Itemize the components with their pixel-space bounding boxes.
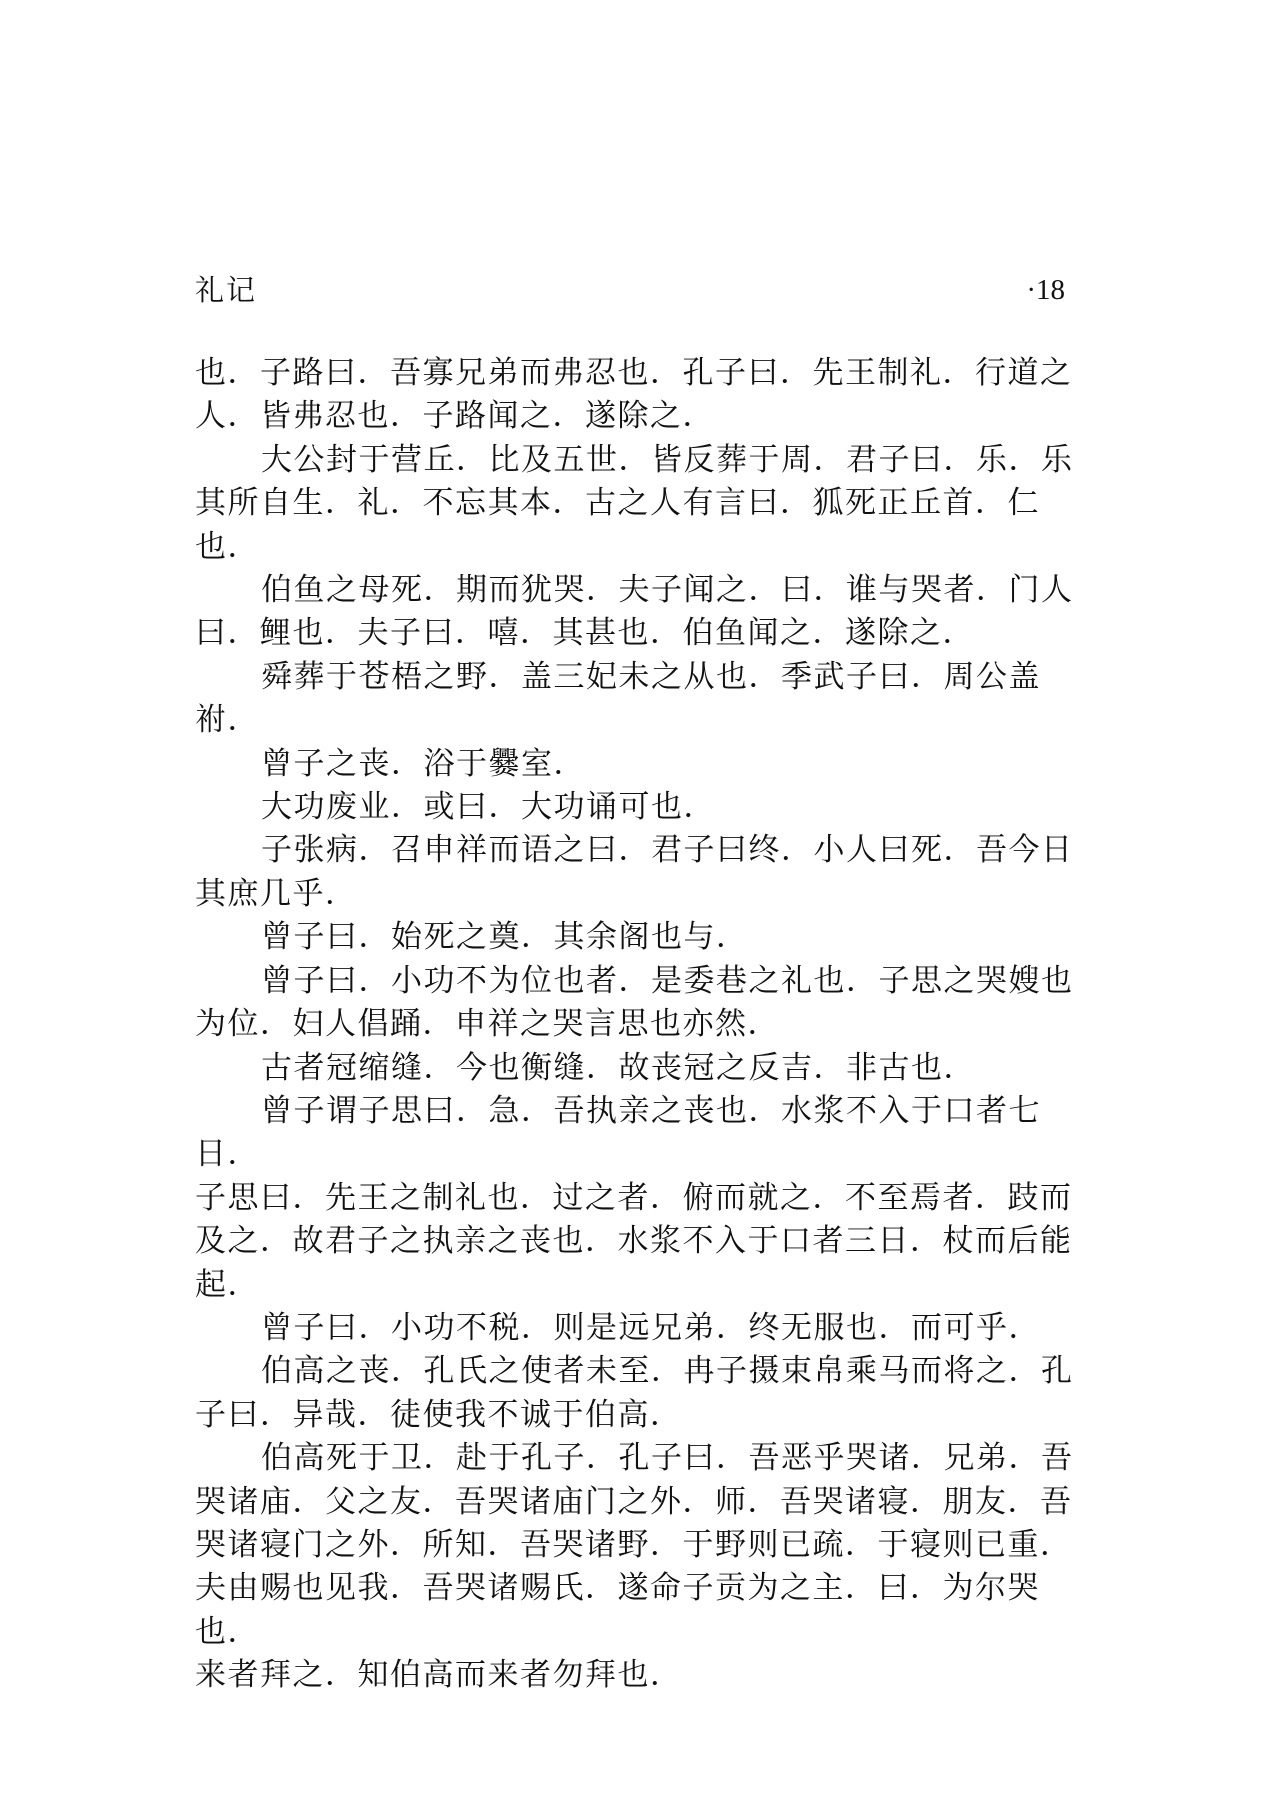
- paragraph: 曾子谓子思曰．急．吾执亲之丧也．水浆不入于口者七日． 子思曰．先王之制礼也．过之者．俯而就之．不至焉者．跂而 及之．故君子之执亲之丧也．水浆不入于口者三日．杖而后能 起．: [195, 1092, 1073, 1303]
- book-title: 礼记: [195, 273, 258, 307]
- running-header: [195, 268, 1065, 312]
- paragraph: 曾子曰．小功不为位也者．是委巷之礼也．子思之哭嫂也 为位．妇人倡踊．申祥之哭言思也亦然．: [195, 962, 1074, 1043]
- page-number: ·18: [1026, 274, 1065, 306]
- paragraph: 曾子曰．始死之奠．其余阁也与．: [261, 919, 749, 956]
- paragraph: 曾子之丧．浴于爨室．: [261, 745, 586, 782]
- paragraph: 子张病．召申祥而语之曰．君子曰终．小人曰死．吾今日 其庶几乎．: [195, 832, 1074, 912]
- paragraph: 舜葬于苍梧之野．盖三妃未之从也．季武子曰．周公盖祔．: [195, 658, 1041, 739]
- paragraph: 大功废业．或曰．大功诵可也．: [261, 789, 716, 826]
- body-text: [195, 352, 1075, 1698]
- paragraph: 大公封于营丘．比及五世．皆反葬于周．君子曰．乐．乐 其所自生．礼．不忘其本．古之人有言曰．狐死正丘首．仁也．: [195, 441, 1074, 565]
- paragraph: 伯鱼之母死．期而犹哭．夫子闻之．曰．谁与哭者．门人 曰．鲤也．夫子曰．嘻．其甚也．伯鱼闻之．遂除之．: [195, 572, 1074, 652]
- paragraph: 伯高之丧．孔氏之使者未至．冉子摄束帛乘马而将之．孔 子曰．异哉．徒使我不诚于伯高．: [195, 1353, 1074, 1433]
- paragraph: 也．子路曰．吾寡兄弟而弗忍也．孔子曰．先王制礼．行道之 人．皆弗忍也．子路闻之．遂除之．: [195, 355, 1073, 435]
- paragraph: 曾子曰．小功不税．则是远兄弟．终无服也．而可乎．: [261, 1309, 1041, 1346]
- paragraph: 伯高死于卫．赴于孔子．孔子曰．吾恶乎哭诸．兄弟．吾 哭诸庙．父之友．吾哭诸庙门之外．师．吾哭诸寝．朋友．吾 哭诸寝门之外．所知．吾哭诸野．于野则已疏．于寝则已重． 夫由赐也见我．吾哭诸赐氏．遂命子贡为之主．曰．为尔哭也． 来者拜之．知伯高而来者勿拜也．: [195, 1440, 1074, 1694]
- paragraph: 古者冠缩缝．今也衡缝．故丧冠之反吉．非古也．: [261, 1049, 976, 1086]
